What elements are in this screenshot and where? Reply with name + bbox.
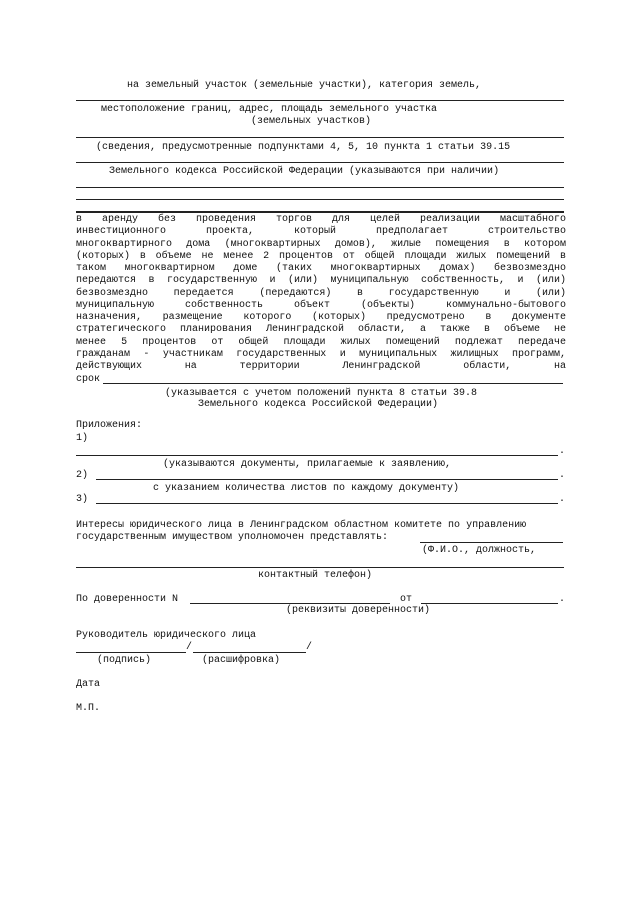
signature-slash-1: / <box>186 642 193 653</box>
term-note-1: (указывается с учетом положений пункта 8 статьи 39.8 <box>165 388 478 399</box>
power-of-attorney-date-field[interactable] <box>421 603 558 604</box>
decode-note: (расшифровка) <box>202 655 281 666</box>
paragraph-line: гражданам - участникам государственных и муниципальных жилищных программ, <box>76 348 566 360</box>
attachment-item-1-label: 1) <box>76 433 89 444</box>
signature-decode-field[interactable] <box>193 652 306 653</box>
term-note-2: Земельного кодекса Российской Федерации) <box>198 399 439 410</box>
header-line-2: местоположение границ, адрес, площадь земельного участка <box>101 104 438 115</box>
header-line-4: (сведения, предусмотренные подпунктами 4, 5, 10 пункта 1 статьи 39.15 <box>96 142 511 153</box>
date-label: Дата <box>76 679 101 690</box>
paragraph-line: инвестиционного проекта, который предполагает строительство <box>76 226 566 238</box>
paragraph-line: передаются в государственную и (или) муниципальную собственность, и (или) <box>76 275 566 287</box>
signature-note: (подпись) <box>97 655 152 666</box>
paragraph-line: (которых) в объеме не менее 2 процентов от общей площади жилых помещений в <box>76 250 566 262</box>
header-line-5: Земельного кодекса Российской Федерации (указываются при наличии) <box>109 166 500 177</box>
attachments-note-2: с указанием количества листов по каждому документу) <box>153 483 460 494</box>
power-of-attorney-from-label: от <box>400 594 413 605</box>
header-line-3: (земельных участков) <box>251 116 372 127</box>
paragraph-line: менее 5 процентов от общей площади жилых помещений подлежат передаче <box>76 336 566 348</box>
term-field-line[interactable] <box>103 383 563 384</box>
representative-phone-note: контактный телефон) <box>258 570 373 581</box>
header-line-1: на земельный участок (земельные участки), категория земель, <box>127 80 482 91</box>
header-rule-3 <box>76 162 564 163</box>
attachments-note-1: (указываются документы, прилагаемые к заявлению, <box>163 459 452 470</box>
attachment-item-1-field[interactable] <box>76 455 558 456</box>
header-rule-4 <box>76 187 564 188</box>
paragraph-line: безвозмездно передается (передаются) в государственную и (или) <box>76 287 566 299</box>
signature-field[interactable] <box>76 652 186 653</box>
signature-title: Руководитель юридического лица <box>76 630 257 641</box>
header-rule-1 <box>76 100 564 101</box>
attachments-title: Приложения: <box>76 420 143 431</box>
representative-field[interactable] <box>420 542 563 543</box>
attachment-item-3-label: 3) <box>76 494 89 505</box>
representative-fio-note: (Ф.И.О., должность, <box>422 545 537 556</box>
stamp-label: М.П. <box>76 703 101 714</box>
paragraph-line: муниципальную собственность объект (объекты) коммунально-бытового <box>76 299 566 311</box>
representative-line-1: Интересы юридического лица в Ленинградском областном комитете по управлению <box>76 520 527 531</box>
attachment-item-3-field[interactable] <box>96 503 558 504</box>
paragraph-line: действующих на территории Ленинградской области, на <box>76 361 566 372</box>
paragraph-line: многоквартирного дома (многоквартирных домов), жилые помещения в котором <box>76 238 566 250</box>
representative-field-2[interactable] <box>76 567 564 568</box>
paragraph-line: стратегического планирования Ленинградской области, а также в объеме не <box>76 324 566 336</box>
attachment-item-2-label: 2) <box>76 470 89 481</box>
power-of-attorney-dot: . <box>559 594 566 605</box>
power-of-attorney-label: По доверенности N <box>76 594 179 605</box>
attachment-item-2-dot: . <box>559 470 566 481</box>
paragraph-line: таком многоквартирном доме (таких многоквартирных домах) безвозмездно <box>76 263 566 274</box>
paragraph-top-rule <box>76 212 564 213</box>
header-rule-5 <box>76 199 564 200</box>
representative-line-2: государственным имуществом уполномочен представлять: <box>76 532 389 543</box>
attachment-item-3-dot: . <box>559 494 566 505</box>
header-rule-2 <box>76 137 564 138</box>
signature-slash-2: / <box>306 642 313 653</box>
paragraph-line: в аренду без проведения торгов для целей реализации масштабного <box>76 214 566 225</box>
term-label: срок <box>76 374 101 385</box>
main-paragraph <box>76 214 566 373</box>
attachment-item-2-field[interactable] <box>96 479 558 480</box>
power-of-attorney-note: (реквизиты доверенности) <box>286 605 431 616</box>
attachment-item-1-dot: . <box>559 446 566 457</box>
power-of-attorney-number-field[interactable] <box>190 603 390 604</box>
paragraph-line: назначения, размещение которого (которых) предусмотрено в документе <box>76 312 566 323</box>
